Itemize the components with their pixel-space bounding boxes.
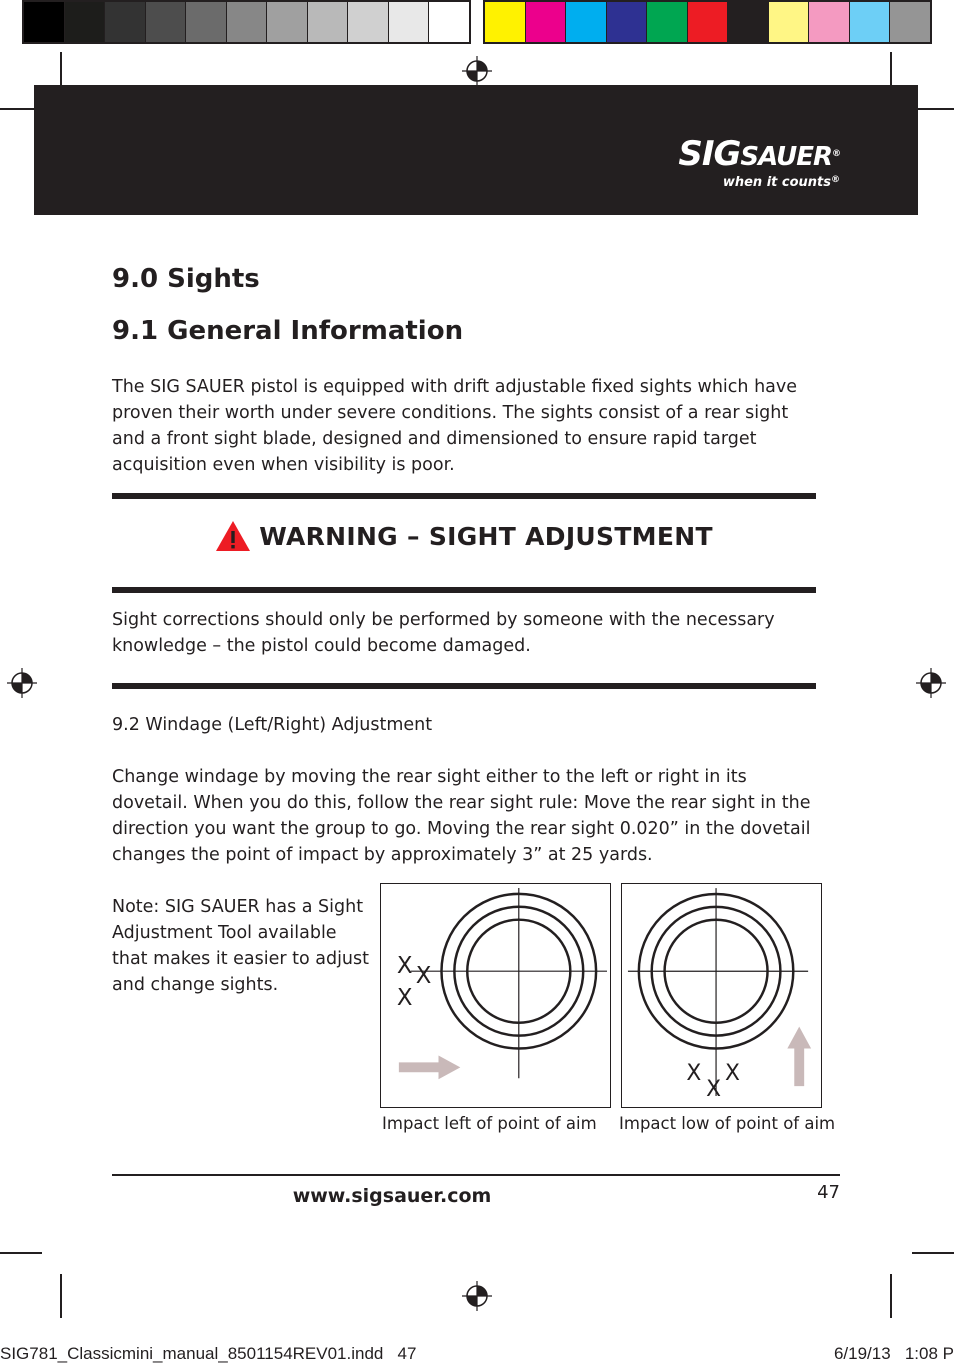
color-swatch (485, 2, 526, 42)
color-swatch (566, 2, 607, 42)
impact-mark: X (396, 953, 413, 980)
warning-heading (112, 520, 816, 564)
warning-bottom-rule (112, 683, 816, 689)
footer-website-link[interactable]: www.sigsauer.com (292, 1185, 492, 1207)
footer-rule (112, 1174, 840, 1176)
color-swatch (308, 2, 349, 42)
registration-mark-icon (916, 668, 946, 698)
process-color-bar (483, 0, 932, 44)
impact-mark: X (415, 963, 432, 990)
color-swatch (647, 2, 688, 42)
slug-timestamp: 6/19/13 1:08 P (833, 1344, 954, 1363)
diagram-caption-right: Impact low of point of aim (619, 1114, 836, 1133)
color-swatch (688, 2, 729, 42)
impact-mark: X (724, 1061, 740, 1087)
color-swatch (809, 2, 850, 42)
warning-top-rule (112, 493, 816, 499)
crop-mark (60, 1274, 62, 1318)
impact-mark: X (686, 1061, 702, 1087)
color-swatch (389, 2, 430, 42)
crop-mark (912, 108, 954, 110)
logo-sauer: SAUER (740, 142, 832, 172)
windage-paragraph: Change windage by moving the rear sight either to the left or right in its dovetail. When you do this, follow the rear sight rule: Move the rear sight in the direction you want the group to go. Moving the rear sight 0.020” in the dovetail changes the point of impact by approximately 3” at 25 yards. (112, 767, 811, 865)
color-swatch (850, 2, 891, 42)
logo-sig: SIG (678, 134, 741, 174)
color-swatch (526, 2, 567, 42)
arrow-up-icon (787, 1027, 811, 1086)
color-swatch (890, 2, 930, 42)
warning-body-text: Sight corrections should only be performed by someone with the necessary knowledge – the pistol could become damaged. (112, 610, 775, 656)
grayscale-color-bar (22, 0, 471, 44)
color-swatch (186, 2, 227, 42)
color-swatch (146, 2, 187, 42)
logo-tagline: when it counts® (722, 175, 840, 190)
color-swatch (728, 2, 769, 42)
diagram-caption-left: Impact left of point of aim (382, 1114, 597, 1133)
general-information-paragraph: The SIG SAUER pistol is equipped with drift adjustable fixed sights which have proven their worth under severe conditions. The sights consist of a rear sight and a front sight blade, designed and dimensioned to ensure rapid target acquisition even when visibility is poor. (112, 377, 798, 475)
page-number: 47 (817, 1182, 840, 1203)
color-swatch (429, 2, 469, 42)
target-diagram-impact-low (621, 883, 822, 1108)
crop-mark (912, 1252, 954, 1254)
crop-mark (0, 1252, 42, 1254)
slug-filename: SIG781_Classicmini_manual_8501154REV01.indd 47 (0, 1344, 417, 1363)
logo-wordmark: SIGSAUER® (678, 134, 840, 174)
color-swatch (348, 2, 389, 42)
color-swatch (607, 2, 648, 42)
warning-title: WARNING – SIGHT ADJUSTMENT (259, 521, 713, 551)
sig-sauer-logo (678, 134, 840, 190)
impact-mark: X (706, 1076, 722, 1102)
warning-triangle-icon (215, 520, 251, 552)
warning-middle-rule (112, 587, 816, 593)
sight-tool-note: Note: SIG SAUER has a Sight Adjustment Tool available that makes it easier to adjust and change sights. (112, 897, 370, 995)
color-swatch (769, 2, 810, 42)
registration-mark-icon (462, 56, 492, 86)
crop-mark (890, 1274, 892, 1318)
color-swatch (105, 2, 146, 42)
registration-mark-icon (7, 668, 37, 698)
color-swatch (267, 2, 308, 42)
color-swatch (227, 2, 268, 42)
section-title-sights: 9.0 Sights (112, 264, 260, 294)
impact-mark: X (396, 984, 413, 1011)
color-swatch (65, 2, 106, 42)
target-diagram-impact-left (380, 883, 611, 1108)
color-swatch (24, 2, 65, 42)
windage-heading: 9.2 Windage (Left/Right) Adjustment (112, 715, 433, 735)
header-band (34, 85, 918, 215)
registration-mark-icon (462, 1281, 492, 1311)
section-title-general-information: 9.1 General Information (112, 316, 464, 346)
arrow-right-icon (399, 1055, 460, 1079)
